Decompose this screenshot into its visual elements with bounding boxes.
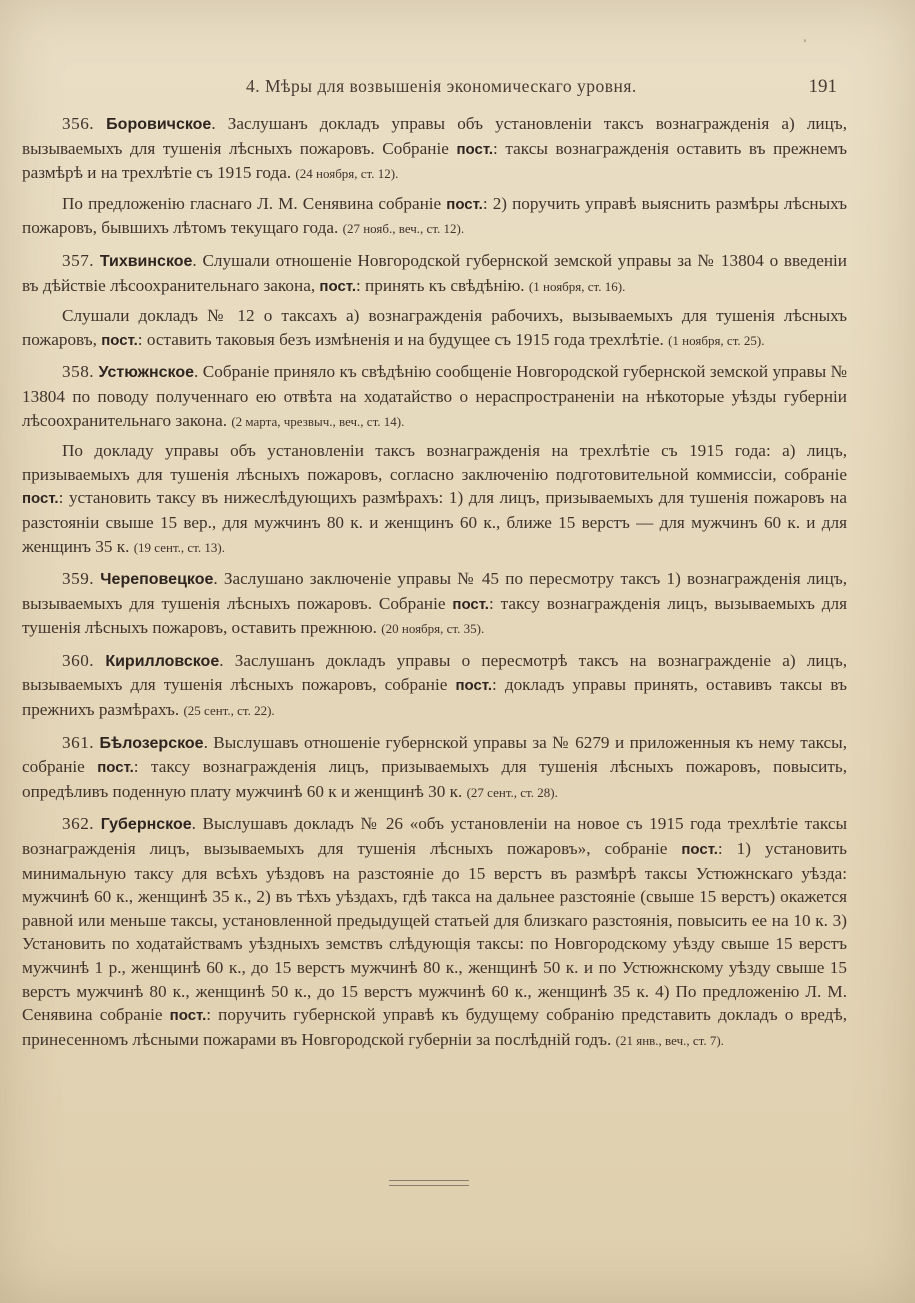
entry-text: Заслушанъ докладъ управы объ установленіи таксъ вознагражденія а) лицъ, вызываемыхъ для тушенія лѣсныхъ пожаровъ. Собраніе — [22, 114, 847, 158]
session-reference: (2 марта, чрезвыч., веч., ст. 14). — [231, 413, 405, 429]
resolution-keyword: пост. — [456, 140, 494, 158]
entry-number: 356. — [62, 114, 95, 133]
entry-number: 362. — [62, 814, 95, 834]
resolution-keyword: пост. — [452, 595, 489, 613]
session-reference: (24 ноября, ст. 12). — [295, 166, 399, 182]
district-name: Тихвинское — [99, 252, 193, 270]
entry-number: 357. — [62, 250, 95, 270]
resolution-keyword: пост. — [22, 490, 59, 508]
entry-360: 360. Кирилловское. Заслушанъ докладъ управы о пересмотрѣ таксъ на вознагражденіе а) лицъ, вызываемыхъ для тушенія лѣсныхъ пожаровъ, собраніе пост.: докладъ управы принять, оставивъ таксы въ прежнихъ размѣрахъ. (25 сент., ст. 22). — [22, 650, 848, 720]
session-reference: (25 сент., ст. 22). — [183, 703, 275, 719]
session-reference: (27 сент., ст. 28). — [466, 784, 558, 800]
session-reference: (20 ноября, ст. 35). — [381, 621, 485, 637]
entry-number: 360. — [62, 650, 95, 670]
entry-361: 361. Бѣлозерское. Выслушавъ отношеніе губернской управы за № 6279 и приложенныя къ нему таксы, собраніе пост.: таксу вознагражденія лицъ, призываемыхъ для тушенія лѣсныхъ пожаровъ, повысить, опредѣливъ поденную плату мужчинѣ 60 к и женщинѣ 30 к. (27 сент., ст. 28). — [22, 732, 848, 801]
entry-text: : оставить таковыя безъ измѣненія и на будущее съ 1915 года трехлѣтіе. — [137, 329, 669, 349]
district-name: Кирилловское — [105, 652, 220, 670]
entry-357: 357. Тихвинское. Слушали отношеніе Новгородской губернской земской управы за № 13804 о введеніи въ дѣйствіе лѣсоохранительнаго закона, пост.: принять къ свѣдѣнію. (1 ноября, ст. 16). — [22, 250, 848, 295]
entry-number: 358. — [62, 362, 95, 382]
district-name: Бѣлозерское — [99, 734, 204, 752]
entry-text: По предложенію гласнаго Л. М. Сенявина собраніе — [62, 193, 447, 213]
entry-text: Заслушано заключеніе управы № 45 по пересмотру таксъ 1) вознагражденія лицъ, вызываемыхъ для тушенія лѣсныхъ пожаровъ. Собраніе — [22, 569, 848, 613]
corner-mark: ' — [803, 36, 806, 50]
resolution-keyword: пост. — [455, 677, 492, 695]
district-name: Череповецкое — [100, 571, 214, 589]
entry-text: Слушали докладъ № 12 о таксахъ а) вознагражденія рабочихъ, вызываемыхъ для тушенія лѣсныхъ пожаровъ, — [22, 306, 847, 349]
closing-divider — [389, 1180, 469, 1186]
resolution-keyword: пост. — [97, 759, 134, 777]
entry-362: 362. Губернское. Выслушавъ докладъ № 26 «объ установленіи на новое съ 1915 года трехлѣтіе таксы вознагражденія лицъ, вызываемыхъ для тушенія лѣсныхъ пожаровъ», собраніе пост.: 1) установить минимальную таксу для всѣхъ уѣздовъ на разстояніе до 15 верстъ въ размѣрѣ таксы Устюжнскаго уѣзда: мужчинѣ 60 к., женщинѣ 35 к., 2) въ тѣхъ уѣздахъ, гдѣ такса на дальнее разстояніе (свыше 15 верстъ) окажется равной или меньше таксы, установленной предыдущей статьей для близкаго разстоянія, повысить ее на 10 к. 3) Установить по ходатайствамъ уѣздныхъ земствъ слѣдующія таксы: по Новгородскому уѣзду свыше 15 верстъ мужчинѣ 1 р., женщинѣ 60 к., до 15 верстъ мужчинѣ 80 к., женщинѣ 50 к. и по Устюжнскому уѣзду свыше 15 верстъ мужчинѣ 80 к., женщинѣ 50 к., до 15 верстъ мужчинѣ 60 к., женщинѣ 35 к. 4) По предложенію Л. М. Сенявина собраніе пост.: поручить губернской управѣ къ будущему собранію представить докладъ о вредѣ, принесенномъ лѣсными пожарами въ Новгородской губерніи за послѣдній годъ. (21 янв., веч., ст. 7). — [22, 814, 848, 1049]
entry-359: 359. Череповецкое. Заслушано заключеніе управы № 45 по пересмотру таксъ 1) вознагражденія лицъ, вызываемыхъ для тушенія лѣсныхъ пожаровъ. Собраніе пост.: таксу вознагражденія лицъ, вызываемыхъ для тушенія лѣсныхъ пожаровъ, оставить прежнюю. (20 ноября, ст. 35). — [22, 569, 848, 638]
entry-text: : 2) поручить управѣ выяснить размѣры лѣсныхъ пожаровъ, бывшихъ лѣтомъ текущаго года. — [22, 193, 848, 238]
district-name: Устюжнское — [98, 364, 195, 382]
entry-text: Собраніе приняло къ свѣдѣнію сообщеніе Новгородской губернской земской управы № 13804 по поводу полученнаго ею отвѣта на ходатайство о нераспространеніи на нѣкоторые уѣзды губерніи лѣсоохранительнаго закона. — [22, 362, 848, 430]
entry-number: 361. — [62, 732, 95, 752]
entry-358-continued — [22, 439, 847, 559]
entry-text: Заслушанъ докладъ управы о пересмотрѣ таксъ на вознагражденіе а) лицъ, вызываемыхъ для тушенія лѣсныхъ пожаровъ, собраніе — [22, 650, 848, 695]
entry-text: Выслушавъ отношеніе губернской управы за № 6279 и приложенныя къ нему таксы, собраніе — [22, 732, 848, 777]
resolution-keyword: пост. — [319, 277, 356, 295]
resolution-keyword: пост. — [101, 331, 138, 349]
entry-text: : принять къ свѣдѣнію. — [355, 275, 529, 295]
session-reference: (1 ноября, ст. 25). — [668, 332, 765, 348]
district-name: Боровичское — [106, 116, 212, 133]
resolution-keyword: пост. — [446, 195, 483, 213]
entry-text: : установить таксу въ нижеслѣдующихъ размѣрахъ: 1) для лицъ, призываемыхъ для тушенія пожаровъ на разстояніи свыше 15 вер., для мужчинъ 80 к. и женщинъ 60 к., ближе 15 верстъ — для мужчинъ 60 к. и для женщинъ 35 к. — [22, 488, 847, 556]
session-reference: (1 ноября, ст. 16). — [528, 278, 626, 294]
entry-357-continued — [22, 304, 847, 352]
entry-356-continued — [22, 192, 847, 241]
entry-number: 359. — [62, 569, 95, 589]
resolution-keyword: пост. — [169, 1007, 207, 1025]
session-reference: (19 сент., ст. 13). — [133, 539, 225, 555]
entry-text: : докладъ управы принять, оставивъ таксы въ прежнихъ размѣрахъ. — [22, 675, 847, 720]
entry-text: Выслушавъ докладъ № 26 «объ установленіи на новое съ 1915 года трехлѣтіе таксы вознагражденія лицъ, вызываемыхъ для тушенія лѣсныхъ пожаровъ», собраніе — [22, 814, 848, 859]
entry-text: : таксу вознагражденія лицъ, призываемыхъ для тушенія лѣсныхъ пожаровъ, повысить, опредѣливъ поденную плату мужчинѣ 60 к и женщинѣ 30 к. — [22, 757, 848, 801]
entry-text: : поручить губернской управѣ къ будущему собранію представить докладъ о вредѣ, принесенномъ лѣсными пожарами въ Новгородской губерніи за послѣдній годъ. — [22, 1005, 847, 1049]
district-name: Губернское — [100, 816, 192, 834]
running-head: 4. Мѣры для возвышенія экономическаго уровня. — [246, 76, 637, 96]
entry-356: 356. Боровичское. Заслушанъ докладъ управы объ установленіи таксъ вознагражденія а) лицъ, вызываемыхъ для тушенія лѣсныхъ пожаровъ. Собраніе пост.: таксы вознагражденія оставить въ прежнемъ размѣрѣ и на трехлѣтіе съ 1915 года. (24 ноября, ст. 12). — [22, 114, 847, 183]
entry-text: : таксу вознагражденія лицъ, вызываемыхъ для тушенія лѣсныхъ пожаровъ, оставить прежнюю. — [22, 593, 847, 638]
session-reference: (21 янв., веч., ст. 7). — [615, 1032, 724, 1048]
entry-text: : таксы вознагражденія оставить въ прежнемъ размѣрѣ и на трехлѣтіе съ 1915 года. — [22, 138, 847, 183]
entry-text: Слушали отношеніе Новгородской губернской земской управы за № 13804 о введеніи въ дѣйствіе лѣсоохранительнаго закона, — [22, 250, 848, 295]
entry-text: : 1) установить минимальную таксу для всѣхъ уѣздовъ на разстояніе до 15 верстъ въ размѣрѣ таксы Устюжнскаго уѣзда: мужчинѣ 60 к., женщинѣ 35 к., 2) въ тѣхъ уѣздахъ, гдѣ такса на дальнее разстояніе (свыше 15 верстъ) окажется равной или меньше таксы, установленной предыдущей статьей для близкаго разстоянія, повысить ее на 10 к. 3) Установить по ходатайствамъ уѣздныхъ земствъ слѣдующія таксы: по Новгородскому уѣзду свыше 15 верстъ мужчинѣ 1 р., женщинѣ 60 к., до 15 верстъ мужчинѣ 80 к., женщинѣ 50 к. и по Устюжнскому уѣзду свыше 15 верстъ мужчинѣ 80 к., женщинѣ 50 к., до 15 верстъ мужчинѣ 60 к., женщинѣ 35 к. 4) По предложенію Л. М. Сенявина собраніе — [22, 839, 848, 1025]
page-number: 191 — [808, 76, 837, 97]
page-header — [0, 76, 915, 104]
session-reference: (27 нояб., веч., ст. 12). — [342, 221, 465, 237]
resolution-keyword: пост. — [681, 841, 718, 859]
page-body — [22, 112, 847, 1060]
entry-text: По докладу управы объ установленіи таксъ вознагражденія на трехлѣтіе съ 1915 года: а) лицъ, призываемыхъ для тушенія лѣсныхъ пожаровъ, согласно заключенію подготовительной коммиссіи, собраніе — [22, 441, 847, 484]
entry-358: 358. Устюжнское. Собраніе приняло къ свѣдѣнію сообщеніе Новгородской губернской земской управы № 13804 по поводу полученнаго ею отвѣта на ходатайство о нераспространеніи на нѣкоторые уѣзды губерніи лѣсоохранительнаго закона. (2 марта, чрезвыч., веч., ст. 14). — [22, 362, 848, 430]
